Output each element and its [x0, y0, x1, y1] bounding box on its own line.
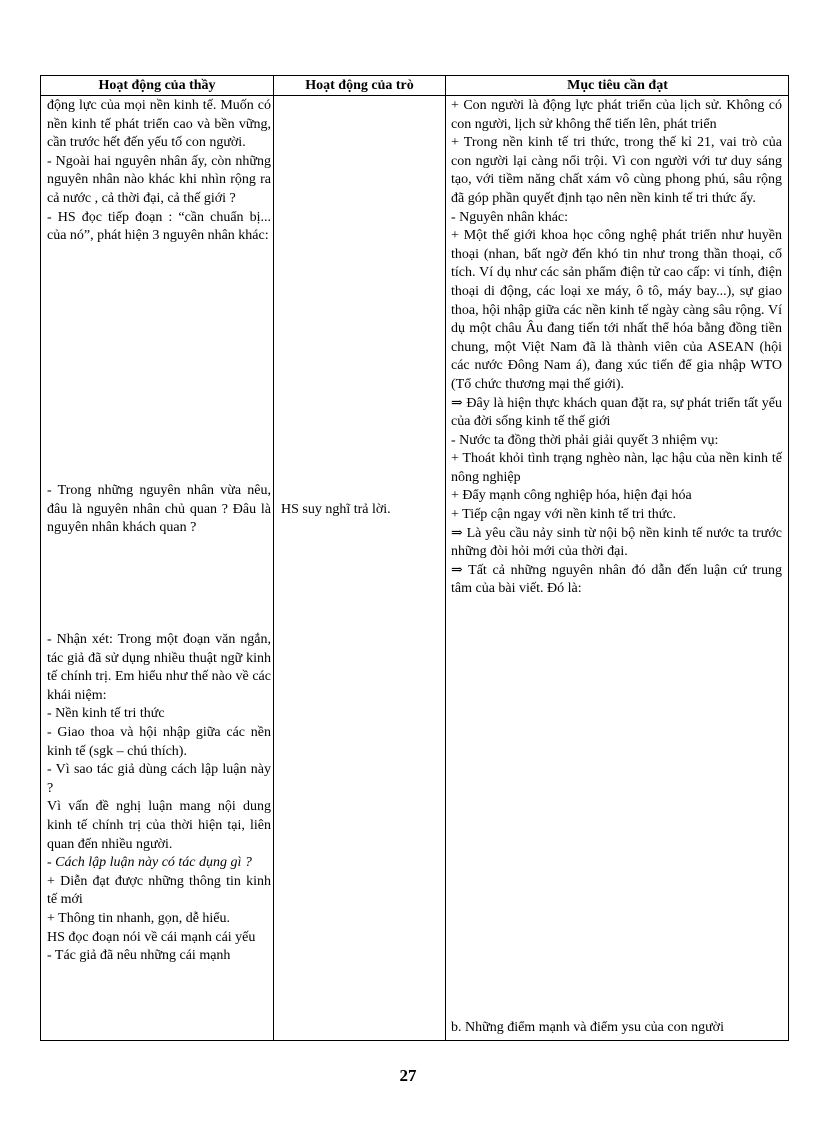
header-divider [41, 95, 788, 96]
teacher-block-1 [47, 97, 271, 246]
teacher-text: + Thông tin nhanh, gọn, dễ hiểu. [47, 910, 231, 926]
teacher-text: HS đọc đoạn nói về cái mạnh cái yếu [47, 929, 256, 945]
goal-block-2 [451, 1019, 782, 1038]
goal-text: ⇒ Tất cả những nguyên nhân đó dẫn đến luận cứ trung tâm của bài viết. Đó là: [451, 562, 782, 597]
goal-text: - Nước ta đồng thời phải giải quyết 3 nhiệm vụ: [451, 432, 719, 448]
header-teacher: Hoạt động của thầy [98, 78, 216, 93]
page-number: 27 [399, 1066, 417, 1085]
teacher-text: - Nền kinh tế tri thức [47, 706, 165, 722]
goal-text: + Con người là động lực phát triển của lịch sử. Không có con người, lịch sử không thể tiến lên, phát triển [451, 98, 782, 132]
goal-block-1 [451, 97, 782, 599]
column-divider [445, 76, 446, 1040]
teacher-text: - Nhận xét: Trong một đoạn văn ngắn, tác giả đã sử dụng nhiều thuật ngữ kinh tế chính trị. Em hiểu như thế nào về các khái niệm: [47, 632, 271, 703]
goal-text: ⇒ Đây là hiện thực khách quan đặt ra, sự phát triển tất yếu của đời sống kinh tế thế giới [451, 395, 782, 430]
header-goal: Mục tiêu cần đạt [567, 78, 668, 93]
goal-text: + Thoát khỏi tình trạng nghèo nàn, lạc hậu của nền kinh tế nông nghiệp [451, 451, 782, 485]
teacher-block-3 [47, 631, 271, 966]
student-answer: HS suy nghĩ trả lời. [281, 502, 391, 517]
teacher-block-2 [47, 482, 271, 538]
goal-text: ⇒ Là yêu cầu nảy sinh từ nội bộ nền kinh tế nước ta trước những đòi hỏi mới của thời đại. [451, 525, 782, 560]
teacher-text: + Diễn đạt được những thông tin kinh tế mới [47, 873, 271, 908]
goal-heading: b. Những điểm mạnh và điểm ysu của con người [451, 1020, 724, 1035]
goal-text: + Một thế giới khoa học công nghệ phát triển như huyền thoại (nhan, bất ngờ đến khó tin như trong thần thoại, cổ tích. Ví dụ như các sản phẩm điện tử cao cấp: vi tính, điện thoại di động, các loại xe máy, ô tô, máy bay...), sự giao thoa, hội nhập giữa các nền kinh tế ngày càng sâu rộng. Ví dụ một châu Âu đang tiến tới nhất thể hóa bằng đồng tiền chung, một Việt Nam đã là thành viên của ASEAN (hội các nước Đông Nam á), đang xúc tiến để gia nhập WTO (Tổ chức thương mại thế giới). [451, 228, 782, 392]
teacher-text: - Tác giả đã nêu những cái mạnh [47, 948, 231, 964]
teacher-text: - HS đọc tiếp đoạn : “cần chuẩn bị... của nó”, phát hiện 3 nguyên nhân khác: [47, 209, 271, 244]
goal-text: + Đẩy mạnh công nghiệp hóa, hiện đại hóa [451, 488, 692, 504]
column-divider [273, 76, 274, 1040]
header-student: Hoạt động của trò [305, 78, 414, 93]
teacher-text: - Ngoài hai nguyên nhân ấy, còn những nguyên nhân nào khác khi nhìn rộng ra cả nước , cả thời đại, cả thế giới ? [47, 153, 271, 206]
lesson-table [40, 75, 789, 1041]
goal-text: + Trong nền kinh tế tri thức, trong thế kỉ 21, vai trò của con người lại càng nổi trội. Vì con người với tư duy sáng tạo, với tiềm năng chất xám vô cùng phong phú, sâu rộng đã góp phần quyết định tạo nên nền kinh tế tri thức ấy. [451, 135, 782, 206]
goal-text: - Nguyên nhân khác: [451, 209, 569, 225]
teacher-question: - Trong những nguyên nhân vừa nêu, đâu là nguyên nhân chủ quan ? Đâu là nguyên nhân khách quan ? [47, 483, 271, 536]
teacher-text: - Giao thoa và hội nhập giữa các nền kinh tế (sgk – chú thích). [47, 724, 271, 759]
teacher-text: Vì vấn đề nghị luận mang nội dung kinh tế chính trị của thời hiện tại, liên quan đến nhiều người. [47, 799, 271, 852]
goal-text: + Tiếp cận ngay với nền kinh tế tri thức. [451, 507, 677, 523]
teacher-text: động lực của mọi nền kinh tế. Muốn có nền kinh tế phát triển cao và bền vững, cần trước hết đến yếu tố con người. [47, 98, 271, 151]
teacher-italic-question: - Cách lập luận này có tác dụng gì ? [47, 855, 252, 871]
teacher-text: - Vì sao tác giả dùng cách lập luận này ? [47, 762, 271, 796]
